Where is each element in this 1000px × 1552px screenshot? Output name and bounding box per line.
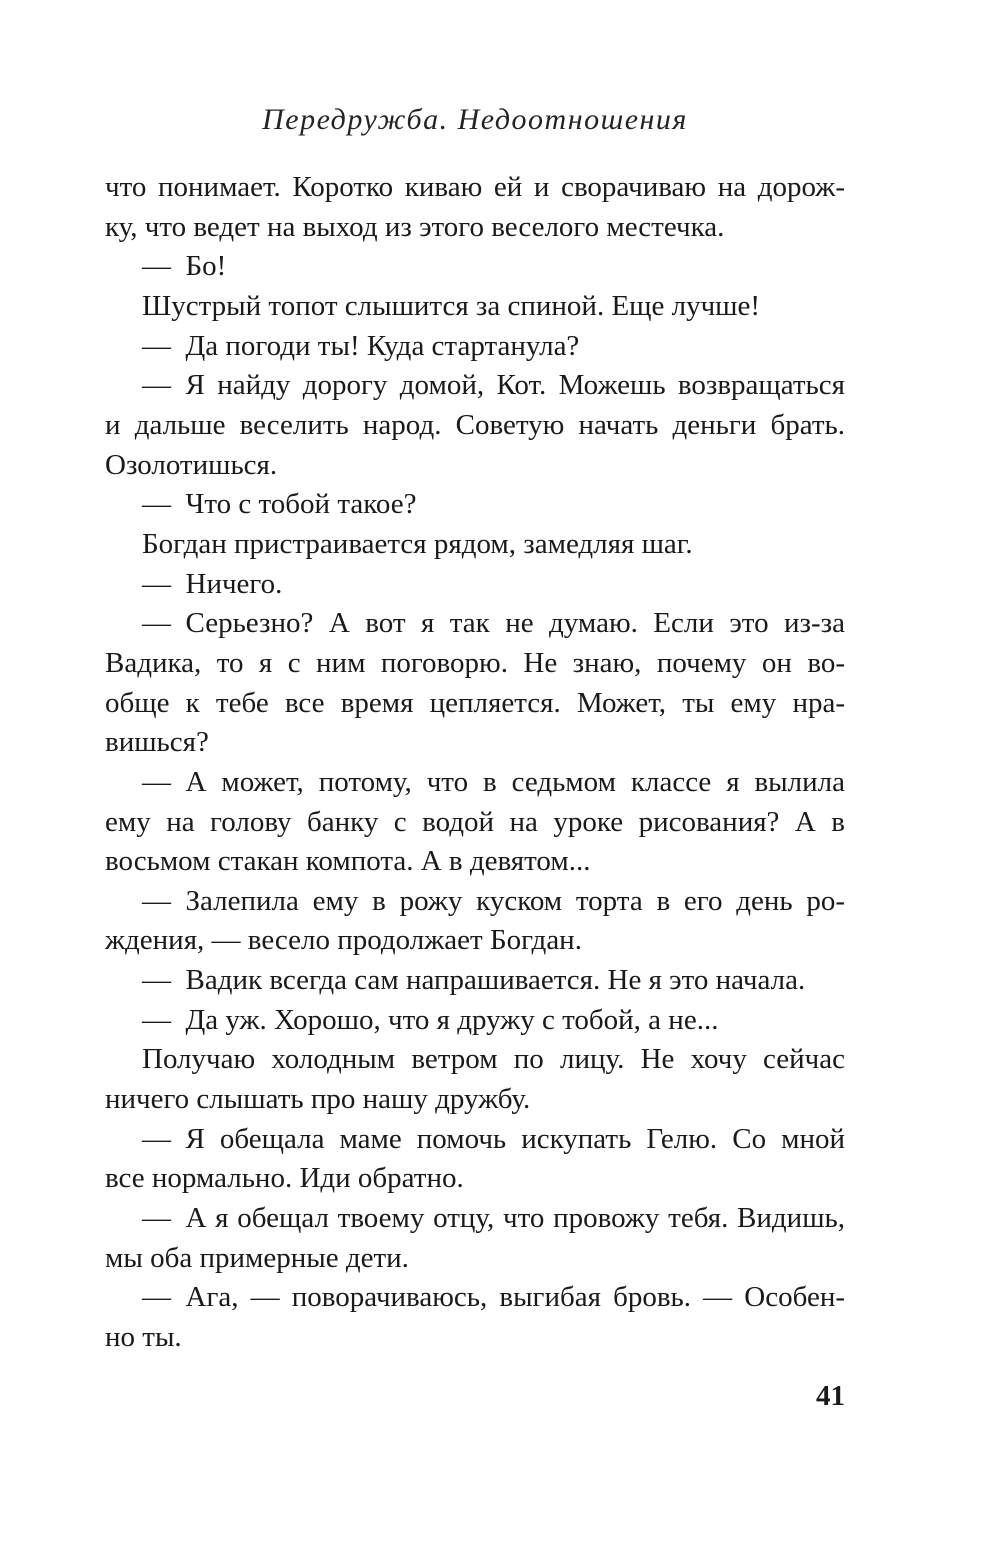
text-line: — Бо! <box>142 250 227 283</box>
text-line: и дальше веселить народ. Советую начать деньги брать. <box>105 408 845 441</box>
text-line: — Вадик всегда сам напрашивается. Не я это начала. <box>142 964 806 997</box>
page-number: 41 <box>816 1380 845 1412</box>
text-block <box>105 168 845 1358</box>
text-line: — А я обещал твоему отцу, что провожу тебя. Видишь, <box>142 1202 845 1235</box>
text-line: вишься? <box>105 726 209 759</box>
text-line: что понимает. Коротко киваю ей и сворачиваю на дорож- <box>105 171 845 203</box>
text-line: — Серьезно? А вот я так не думаю. Если это из-за <box>142 607 845 640</box>
text-line: ку, что ведет на выход из этого веселого местечка. <box>105 210 725 243</box>
text-line: — Ага, — поворачиваюсь, выгибая бровь. — Особен- <box>142 1281 845 1314</box>
text-line: ничего слышать про нашу дружбу. <box>105 1083 531 1116</box>
text-line: ждения, — весело продолжает Богдан. <box>105 924 582 957</box>
text-line: обще к тебе все время цепляется. Может, ты ему нра- <box>105 686 845 719</box>
text-line: все нормально. Иди обратно. <box>105 1162 464 1195</box>
text-line: Шустрый топот слышится за спиной. Еще лучше! <box>142 289 761 322</box>
text-line: — Ничего. <box>142 567 283 600</box>
text-line: — А может, потому, что в седьмом классе я вылила <box>142 765 845 798</box>
text-line: мы оба примерные дети. <box>105 1241 409 1274</box>
text-line: — Да уж. Хорошо, что я дружу с тобой, а не... <box>142 1003 719 1036</box>
text-line: — Да погоди ты! Куда стартанула? <box>142 329 580 362</box>
text-line: — Залепила ему в рожу куском торта в его день ро- <box>142 884 845 917</box>
running-header: Передружба. Недоотношения <box>262 103 688 136</box>
text-line: Вадика, то я с ним поговорю. Не знаю, почему он во- <box>105 646 845 679</box>
text-line: ему на голову банку с водой на уроке рисования? А в <box>105 805 845 838</box>
text-line: — Я найду дорогу домой, Кот. Можешь возвращаться <box>142 369 845 402</box>
text-line: Озолотишься. <box>105 448 278 481</box>
text-line: — Я обещала маме помочь искупать Гелю. Со мной <box>142 1122 845 1155</box>
text-line: Получаю холодным ветром по лицу. Не хочу сейчас <box>142 1043 845 1076</box>
text-line: Богдан пристраивается рядом, замедляя шаг. <box>142 527 693 560</box>
text-line: — Что с тобой такое? <box>142 488 417 521</box>
text-line: но ты. <box>105 1321 182 1354</box>
text-line: восьмом стакан компота. А в девятом... <box>105 845 591 878</box>
